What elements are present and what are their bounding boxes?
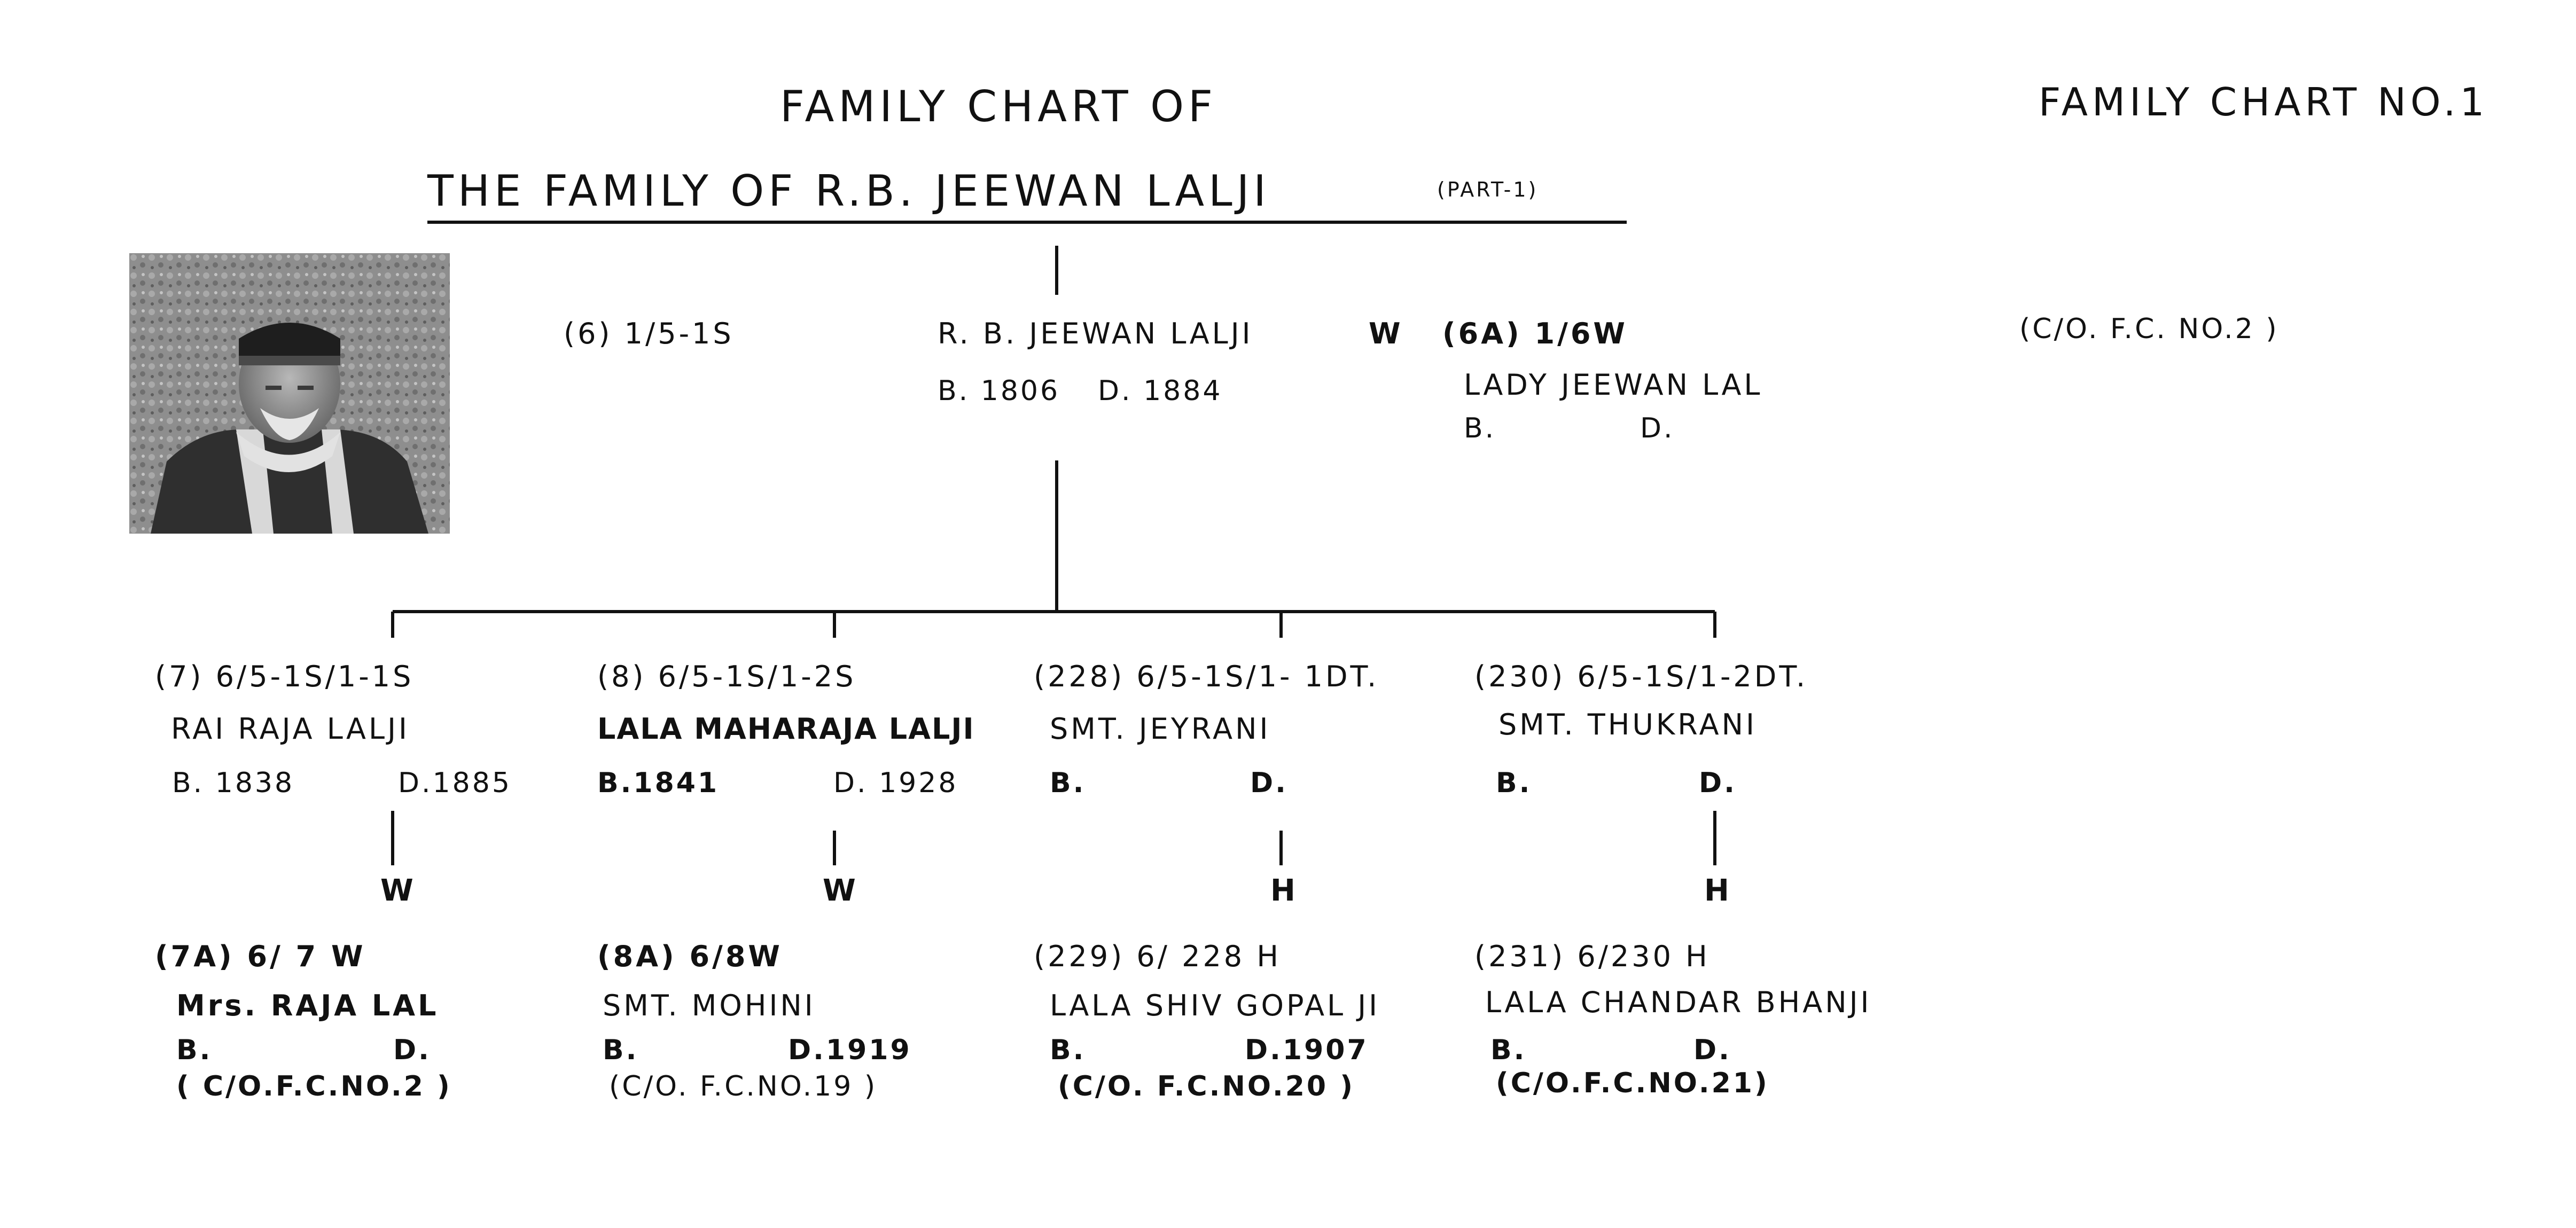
spouse-born: B. xyxy=(1464,412,1496,444)
marriage-link-mark: W xyxy=(380,873,413,908)
spouse-died: D. xyxy=(1640,412,1675,444)
child-name: RAI RAJA LALJI xyxy=(171,712,410,746)
child-died: D.1885 xyxy=(398,767,512,799)
child-code: (230) 6/5-1S/1-2DT. xyxy=(1474,660,1808,693)
child-spouse-born: B. xyxy=(1490,1034,1527,1066)
child-spouse-code: (8A) 6/8W xyxy=(597,940,783,973)
child-spouse-chart-reference: (C/O.F.C.NO.21) xyxy=(1496,1067,1769,1099)
child-born: B. xyxy=(1050,767,1086,799)
child-spouse-chart-reference: (C/O. F.C.NO.20 ) xyxy=(1058,1070,1355,1102)
chart-subtitle-note: (PART-1) xyxy=(1437,178,1539,201)
chart-number: FAMILY CHART NO.1 xyxy=(2039,80,2489,124)
child-spouse-chart-reference: (C/O. F.C.NO.19 ) xyxy=(609,1070,878,1102)
child-spouse-name: LALA SHIV GOPAL JI xyxy=(1050,989,1380,1022)
spouse-code: (6A) 1/6W xyxy=(1442,317,1628,350)
marriage-link-mark: W xyxy=(823,873,856,908)
child-code: (8) 6/5-1S/1-2S xyxy=(597,660,856,693)
ancestor-name: R. B. JEEWAN LALJI xyxy=(938,317,1253,350)
child-spouse-died: D.1907 xyxy=(1245,1034,1369,1066)
child-spouse-born: B. xyxy=(176,1034,213,1066)
child-name: SMT. THUKRANI xyxy=(1498,708,1757,741)
marriage-link-mark: H xyxy=(1270,873,1295,908)
chart-subtitle: THE FAMILY OF R.B. JEEWAN LALJI xyxy=(427,166,1270,216)
ancestor-died: D. 1884 xyxy=(1098,375,1223,407)
ancestor-born: B. 1806 xyxy=(938,375,1060,407)
child-spouse-code: (229) 6/ 228 H xyxy=(1034,940,1281,973)
ancestor-wife-mark: W xyxy=(1369,317,1403,350)
child-born: B. 1838 xyxy=(172,767,295,799)
spouse-chart-reference: (C/O. F.C. NO.2 ) xyxy=(2019,313,2279,345)
child-spouse-chart-reference: ( C/O.F.C.NO.2 ) xyxy=(176,1070,452,1102)
child-spouse-died: D. xyxy=(393,1034,431,1066)
marriage-link-mark: H xyxy=(1704,873,1729,908)
spouse-name: LADY JEEWAN LAL xyxy=(1464,368,1763,402)
ancestor-code: (6) 1/5-1S xyxy=(564,317,734,350)
child-spouse-name: SMT. MOHINI xyxy=(603,989,816,1022)
chart-title: FAMILY CHART OF xyxy=(780,82,1217,131)
child-spouse-born: B. xyxy=(603,1034,639,1066)
child-spouse-died: D. xyxy=(1693,1034,1731,1066)
child-code: (228) 6/5-1S/1- 1DT. xyxy=(1034,660,1379,693)
child-died: D. 1928 xyxy=(833,767,958,799)
child-born: B.1841 xyxy=(597,767,720,799)
child-born: B. xyxy=(1496,767,1532,799)
child-spouse-name: LALA CHANDAR BHANJI xyxy=(1485,985,1872,1019)
child-spouse-code: (7A) 6/ 7 W xyxy=(155,940,366,973)
child-spouse-born: B. xyxy=(1050,1034,1086,1066)
child-spouse-died: D.1919 xyxy=(788,1034,912,1066)
child-code: (7) 6/5-1S/1-1S xyxy=(155,660,414,693)
child-died: D. xyxy=(1699,767,1737,799)
child-name: SMT. JEYRANI xyxy=(1050,712,1271,746)
child-spouse-name: Mrs. RAJA LAL xyxy=(176,989,439,1022)
child-spouse-code: (231) 6/230 H xyxy=(1474,940,1710,973)
child-name: LALA MAHARAJA LALJI xyxy=(597,712,975,746)
child-died: D. xyxy=(1250,767,1288,799)
